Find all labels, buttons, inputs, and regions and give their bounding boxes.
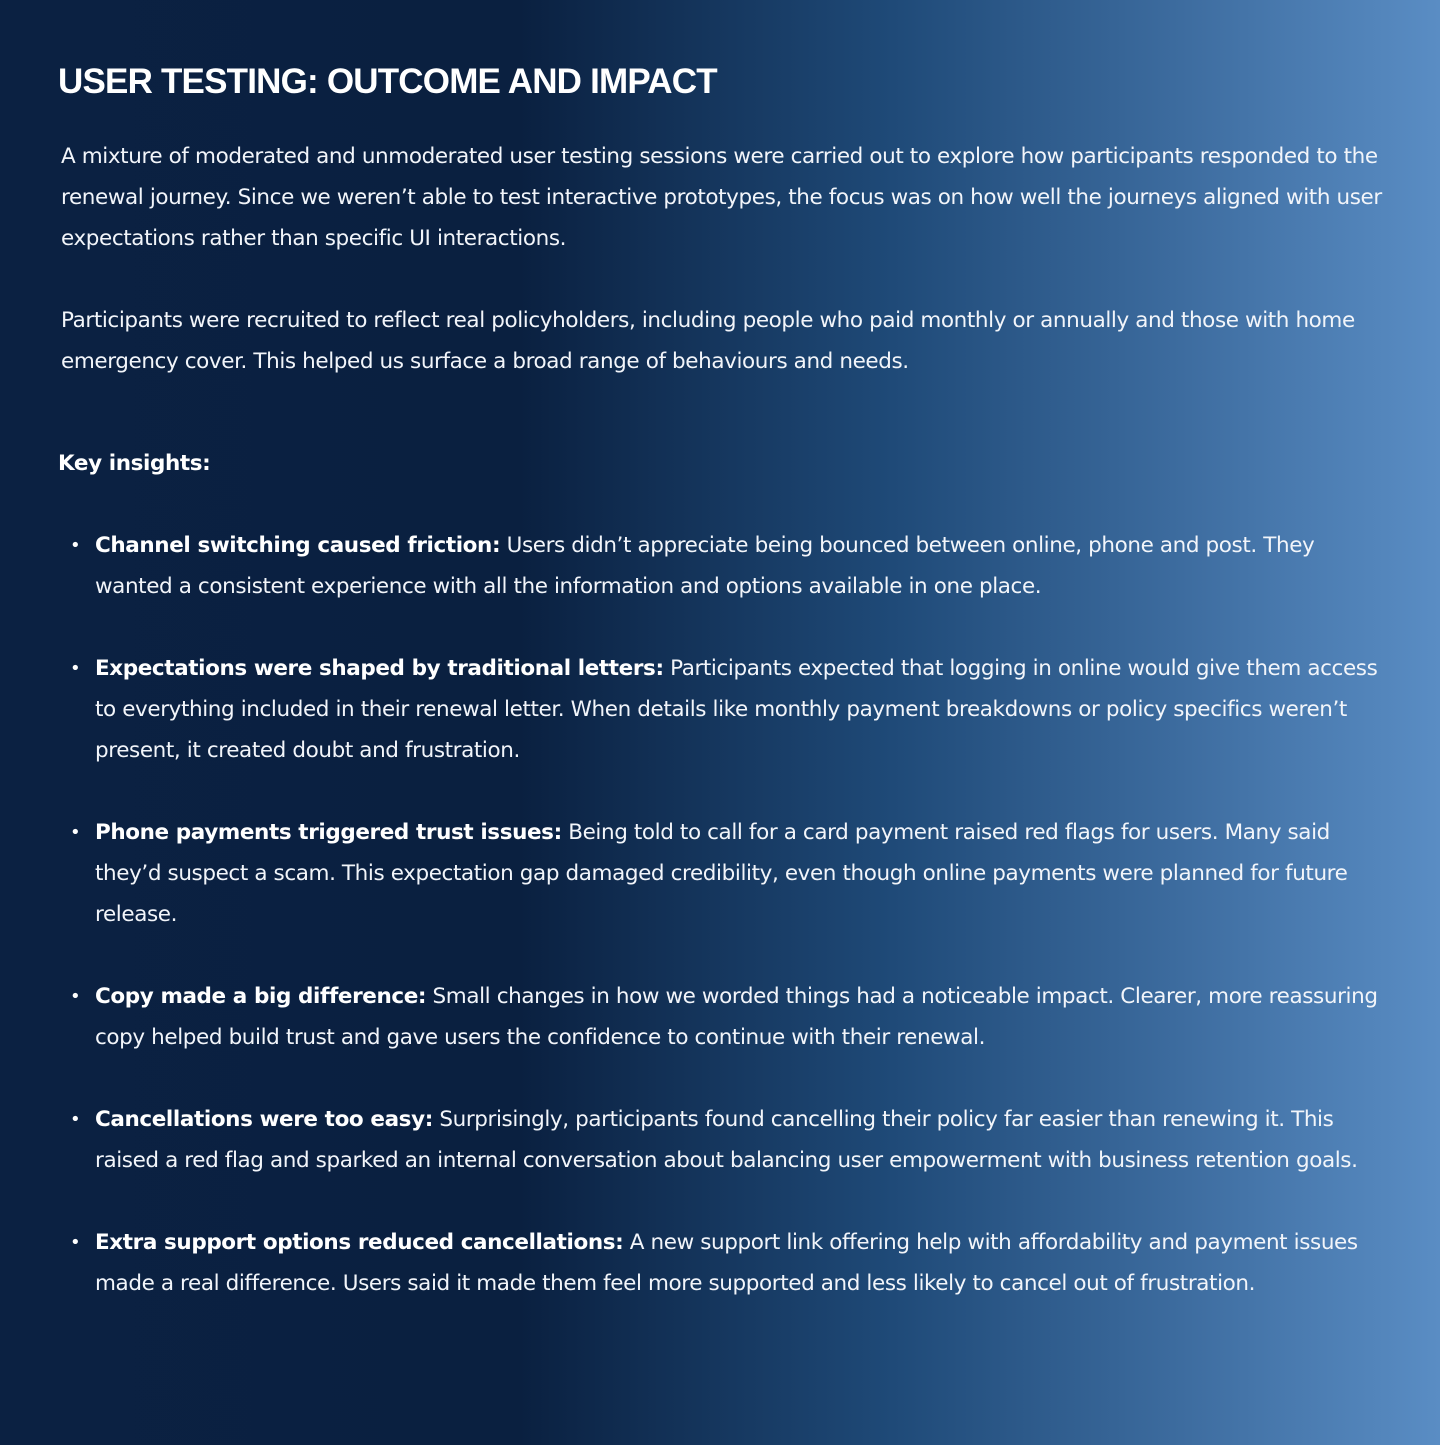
insight-lead: Expectations were shaped by traditional letters:	[95, 656, 664, 681]
intro-paragraph-1: A mixture of moderated and unmoderated user testing sessions were carried out to explore how participants responded to the renewal journey. Since we weren’t able to test interactive prototypes, the focus was on how well the journeys aligned with user expectations rather than specific UI interactions.	[61, 144, 1382, 251]
insight-text: Users didn’t appreciate being bounced between online, phone and post. They wanted a consistent experience with all the information and options available in one place.	[95, 533, 1315, 599]
insight-text: A new support link offering help with affordability and payment issues made a real difference. Users said it made them feel more supported and less likely to cancel out of frustration.	[95, 1230, 1358, 1296]
insight-lead: Channel switching caused friction:	[95, 533, 501, 558]
insight-text: Being told to call for a card payment raised red flags for users. Many said they’d suspect a scam. This expectation gap damaged credibility, even though online payments were planned for future release.	[95, 820, 1348, 927]
insight-item-support-options	[58, 1222, 1382, 1304]
bullet-icon: •	[70, 658, 81, 679]
insight-lead: Extra support options reduced cancellations:	[95, 1230, 624, 1255]
insight-item-cancellations	[58, 1099, 1382, 1181]
insight-item-channel-switching	[58, 525, 1382, 607]
section-title: USER TESTING: OUTCOME AND IMPACT	[58, 62, 717, 101]
insight-item-expectations	[58, 648, 1382, 771]
bullet-icon: •	[70, 535, 81, 556]
insight-lead: Phone payments triggered trust issues:	[95, 820, 562, 845]
insight-text: Participants expected that logging in online would give them access to everything included in their renewal letter. When details like monthly payment breakdowns or policy specifics weren’t present, it created doubt and frustration.	[95, 656, 1378, 763]
bullet-icon: •	[70, 822, 81, 843]
insight-lead: Cancellations were too easy:	[95, 1107, 433, 1132]
intro-paragraph-2: Participants were recruited to reflect real policyholders, including people who paid monthly or annually and those with home emergency cover. This helped us surface a broad range of behaviours and needs.	[61, 308, 1355, 374]
bullet-icon: •	[70, 986, 81, 1007]
insights-list	[58, 525, 1382, 1304]
bullet-icon: •	[70, 1232, 81, 1253]
insight-item-phone-payments	[58, 812, 1382, 935]
insight-lead: Copy made a big difference:	[95, 984, 427, 1009]
insight-item-copy	[58, 976, 1382, 1058]
insight-text: Small changes in how we worded things had a noticeable impact. Clearer, more reassuring copy helped build trust and gave users the confidence to continue with their renewal.	[95, 984, 1378, 1050]
insights-heading: Key insights:	[58, 451, 211, 476]
bullet-icon: •	[70, 1109, 81, 1130]
insight-text: Surprisingly, participants found cancelling their policy far easier than renewing it. This raised a red flag and sparked an internal conversation about balancing user empowerment with business retention goals.	[95, 1107, 1358, 1173]
